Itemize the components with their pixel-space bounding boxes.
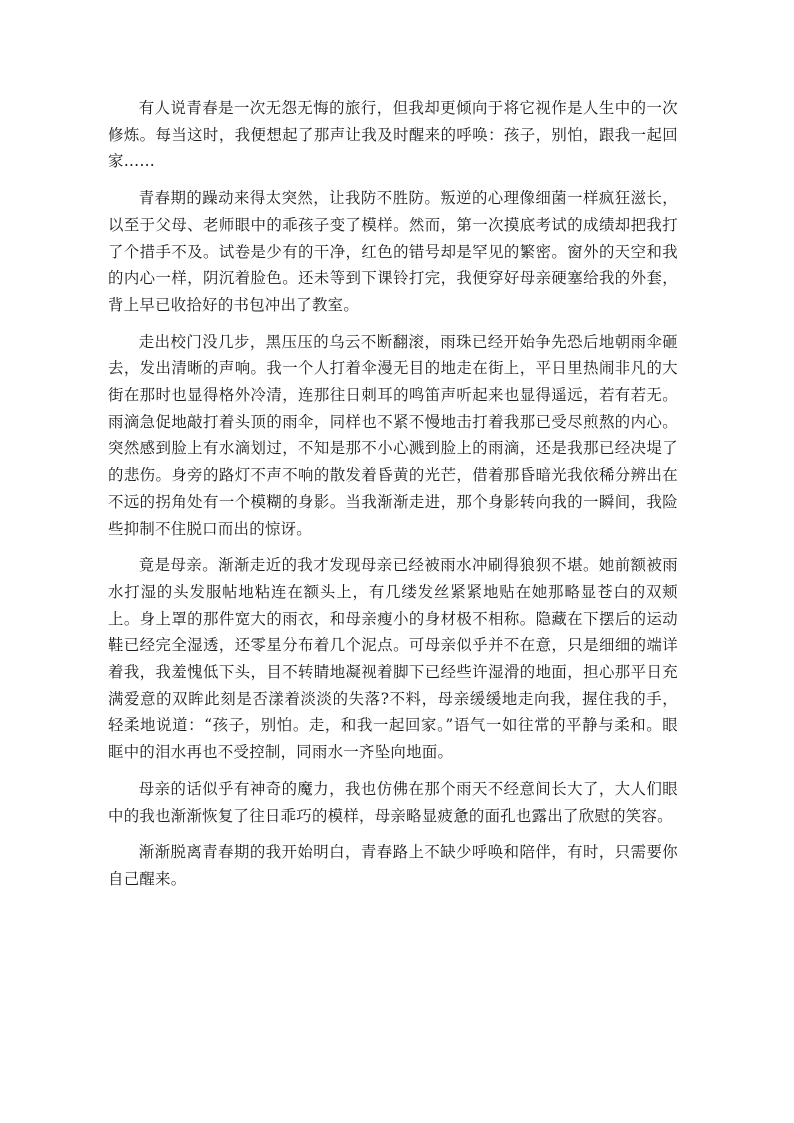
paragraph-2: 青春期的躁动来得太突然，让我防不胜防。叛逆的心理像细菌一样疯狂滋长，以至于父母、老师眼中的乖孩子变了模样。然而，第一次摸底考试的成绩却把我打了个措手不及。试卷是少有的干净，红色的错号却是罕见的繁密。窗外的天空和我的内心一样，阴沉着脸色。还未等到下课铃打完，我便穿好母亲硬塞给我的外套，背上早已收拾好的书包冲出了教室。 bbox=[108, 189, 678, 314]
essay-body bbox=[108, 95, 678, 903]
paragraph-5: 母亲的话似乎有神奇的魔力，我也仿佛在那个雨天不经意间长大了，大人们眼中的我也渐渐恢复了往日乖巧的模样，母亲略显疲惫的面孔也露出了欣慰的笑容。 bbox=[108, 779, 678, 825]
paragraph-4: 竟是母亲。渐渐走近的我才发现母亲已经被雨水冲刷得狼狈不堪。她前额被雨水打湿的头发服帖地粘连在额头上，有几缕发丝紧紧地贴在她那略显苍白的双颊上。身上罩的那件宽大的雨衣，和母亲瘦小的身材极不相称。隐藏在下摆后的运动鞋已经完全湿透，还零星分布着几个泥点。可母亲似乎并不在意，只是细细的端详着我，我羞愧低下头，目不转睛地凝视着脚下已经些许湿滑的地面，担心那平日充满爱意的双眸此刻是否漾着淡淡的失落?不料，母亲缓缓地走向我，握住我的手，轻柔地说道：“孩子，别怕。走，和我一起回家。”语气一如往常的平静与柔和。眼眶中的泪水再也不受控制，同雨水一齐坠向地面。 bbox=[108, 556, 678, 762]
paragraph-3: 走出校门没几步，黑压压的乌云不断翻滚，雨珠已经开始争先恐后地朝雨伞砸去，发出清晰的声响。我一个人打着伞漫无目的地走在街上，平日里热闹非凡的大街在那时也显得格外冷清，连那往日刺耳的鸣笛声听起来也显得遥远，若有若无。雨滴急促地敲打着头顶的雨伞，同样也不紧不慢地击打着我那已受尽煎熬的内心。突然感到脸上有水滴划过，不知是那不小心溅到脸上的雨滴，还是我那已经决堤了的悲伤。身旁的路灯不声不响的散发着昏黄的光芒，借着那昏暗光我依稀分辨出在不远的拐角处有一个模糊的身影。当我渐渐走进，那个身影转向我的一瞬间，我险些抑制不住脱口而出的惊讶。 bbox=[108, 332, 678, 538]
paragraph-6: 渐渐脱离青春期的我开始明白，青春路上不缺少呼唤和陪伴，有时，只需要你自己醒来。 bbox=[108, 843, 678, 888]
paragraph-1: 有人说青春是一次无怨无悔的旅行，但我却更倾向于将它视作是人生中的一次修炼。每当这时，我便想起了那声让我及时醒来的呼唤：孩子，别怕，跟我一起回家…… bbox=[108, 99, 678, 171]
